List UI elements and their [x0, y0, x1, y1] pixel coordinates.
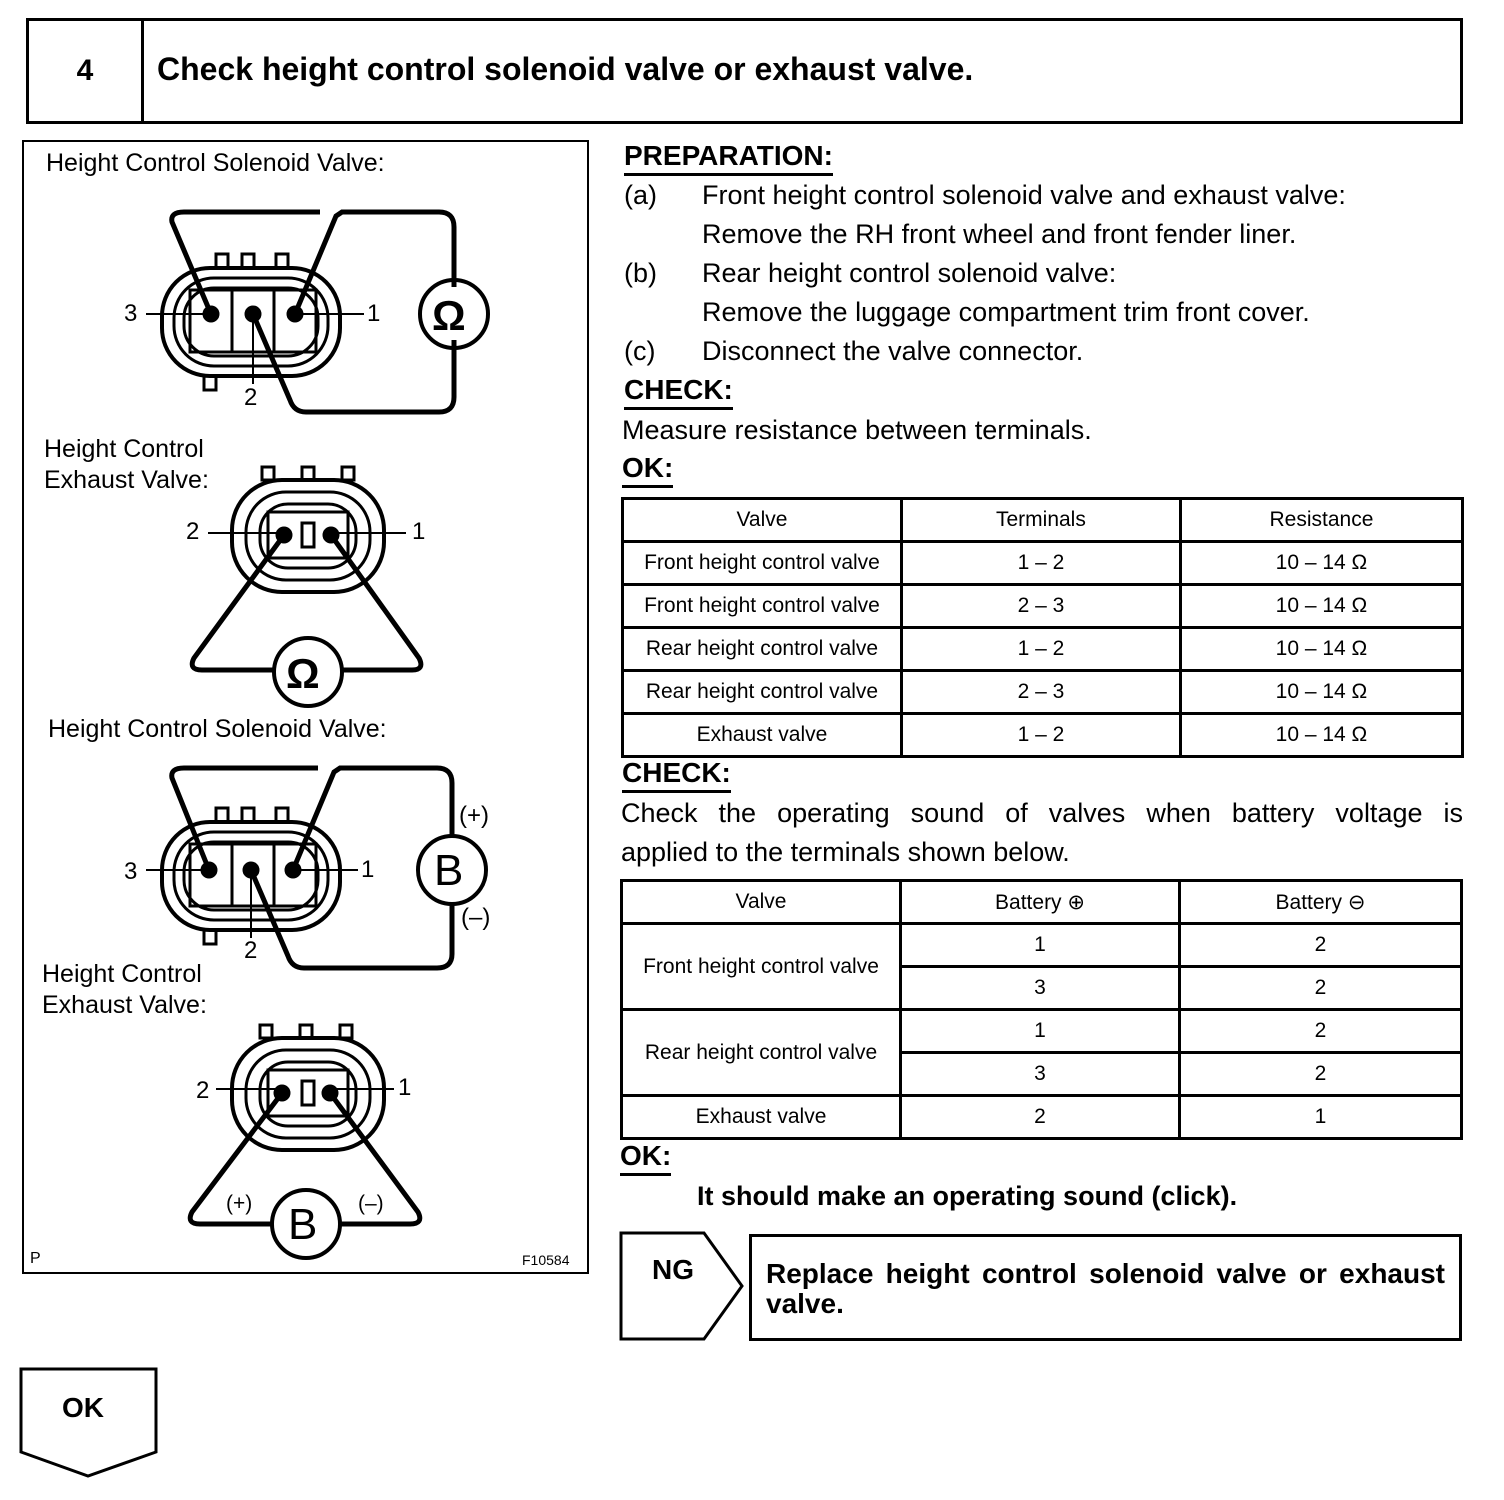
battery-table	[620, 879, 1463, 1140]
table-header-row	[623, 499, 1463, 542]
cell-resistance: 10 – 14 Ω	[1180, 628, 1462, 671]
table-row	[623, 628, 1463, 671]
cell-negative: 2	[1180, 924, 1462, 967]
prep-marker-a: (a)	[624, 180, 657, 210]
cell-positive: 2	[901, 1096, 1180, 1139]
ng-arrow-shape[interactable]	[618, 1230, 748, 1342]
ok2-text: It should make an operating sound (click).	[697, 1181, 1238, 1211]
ok-heading-2: OK:	[620, 1140, 671, 1172]
header-battery-positive: Battery ⊕	[901, 881, 1180, 924]
header-battery-negative: Battery ⊖	[1180, 881, 1462, 924]
check-heading: CHECK:	[624, 374, 733, 406]
connector-figure	[22, 140, 589, 1274]
battery-symbol: B	[288, 1200, 318, 1249]
cell-positive: 3	[901, 1053, 1180, 1096]
header-resistance: Resistance	[1180, 499, 1462, 542]
plus-label: (+)	[459, 802, 489, 829]
terminal-label-2: 2	[196, 1077, 210, 1104]
cell-negative: 2	[1180, 1010, 1462, 1053]
terminal-label-2: 2	[244, 937, 258, 964]
minus-label: (–)	[461, 904, 491, 931]
cell-valve: Rear height control valve	[622, 1010, 901, 1096]
cell-valve: Exhaust valve	[622, 1096, 901, 1139]
cell-terminals: 1 – 2	[901, 542, 1180, 585]
cell-terminals: 2 – 3	[901, 671, 1180, 714]
cell-resistance: 10 – 14 Ω	[1180, 542, 1462, 585]
ng-label[interactable]: NG	[652, 1254, 694, 1285]
table-row	[622, 924, 1462, 967]
prep-step-b-line2: Remove the luggage compartment trim front cover.	[702, 297, 1310, 327]
cell-valve: Rear height control valve	[623, 628, 902, 671]
step-number: 4	[29, 21, 144, 121]
cell-positive: 1	[901, 1010, 1180, 1053]
figure-label-solenoid-2: Height Control Solenoid Valve:	[48, 715, 387, 743]
check-heading-2: CHECK:	[622, 757, 731, 789]
check-instruction: Measure resistance between terminals.	[622, 415, 1092, 445]
cell-terminals: 2 – 3	[901, 585, 1180, 628]
terminal-label-3: 3	[124, 858, 138, 885]
cell-positive: 3	[901, 967, 1180, 1010]
table-header-row	[622, 881, 1462, 924]
figure-code: F10584	[522, 1252, 570, 1268]
cell-negative: 2	[1180, 967, 1462, 1010]
figure-label-solenoid-1: Height Control Solenoid Valve:	[46, 149, 385, 177]
figure-label-exhaust-1a: Height Control	[44, 435, 204, 463]
cell-valve: Rear height control valve	[623, 671, 902, 714]
ok-nav-label[interactable]: OK	[62, 1392, 104, 1423]
figure-label-exhaust-2a: Height Control	[42, 960, 202, 988]
ng-message: Replace height control solenoid valve or exhaust valve.	[749, 1234, 1462, 1341]
ohm-symbol: Ω	[286, 650, 320, 697]
prep-marker-b: (b)	[624, 258, 657, 288]
figure-label-exhaust-2b: Exhaust Valve:	[42, 991, 207, 1019]
table-row	[622, 1010, 1462, 1053]
terminal-label-1: 1	[398, 1074, 412, 1101]
table-row	[623, 714, 1463, 757]
terminal-label-1: 1	[412, 518, 426, 545]
figure-label-exhaust-1b: Exhaust Valve:	[44, 466, 209, 494]
prep-step-b-line1: Rear height control solenoid valve:	[702, 258, 1117, 288]
prep-step-a-line2: Remove the RH front wheel and front fender liner.	[702, 219, 1297, 249]
cell-resistance: 10 – 14 Ω	[1180, 585, 1462, 628]
terminal-label-1: 1	[361, 856, 375, 883]
header-valve: Valve	[623, 499, 902, 542]
ok-heading: OK:	[622, 452, 673, 484]
check2-line2: applied to the terminals shown below.	[621, 837, 1070, 867]
ohm-symbol: Ω	[432, 292, 466, 339]
table-row	[623, 671, 1463, 714]
terminal-label-2: 2	[186, 518, 200, 545]
corner-letter: P	[30, 1250, 41, 1267]
prep-step-c-line1: Disconnect the valve connector.	[702, 336, 1084, 366]
cell-negative: 2	[1180, 1053, 1462, 1096]
prep-step-a-line1: Front height control solenoid valve and exhaust valve:	[702, 180, 1346, 210]
resistance-table	[621, 497, 1464, 758]
connector-diagrams	[24, 142, 591, 1276]
minus-label: (–)	[358, 1192, 384, 1215]
cell-resistance: 10 – 14 Ω	[1180, 671, 1462, 714]
cell-negative: 1	[1180, 1096, 1462, 1139]
cell-valve: Front height control valve	[623, 585, 902, 628]
cell-valve: Front height control valve	[623, 542, 902, 585]
plus-label: (+)	[226, 1192, 253, 1215]
step-header	[26, 18, 1463, 124]
terminal-label-3: 3	[124, 300, 138, 327]
terminal-label-1: 1	[367, 300, 381, 327]
cell-valve: Exhaust valve	[623, 714, 902, 757]
prep-marker-c: (c)	[624, 336, 656, 366]
table-row	[623, 542, 1463, 585]
header-terminals: Terminals	[901, 499, 1180, 542]
terminal-label-2: 2	[244, 384, 258, 411]
step-title: Check height control solenoid valve or exhaust valve.	[157, 51, 974, 87]
check2-line1: Check the operating sound of valves when battery voltage is	[621, 798, 1463, 828]
table-row	[623, 585, 1463, 628]
preparation-heading: PREPARATION:	[624, 140, 833, 172]
cell-valve: Front height control valve	[622, 924, 901, 1010]
header-valve: Valve	[622, 881, 901, 924]
cell-terminals: 1 – 2	[901, 628, 1180, 671]
table-row	[622, 1096, 1462, 1139]
cell-terminals: 1 – 2	[901, 714, 1180, 757]
cell-positive: 1	[901, 924, 1180, 967]
cell-resistance: 10 – 14 Ω	[1180, 714, 1462, 757]
battery-symbol: B	[434, 846, 464, 895]
